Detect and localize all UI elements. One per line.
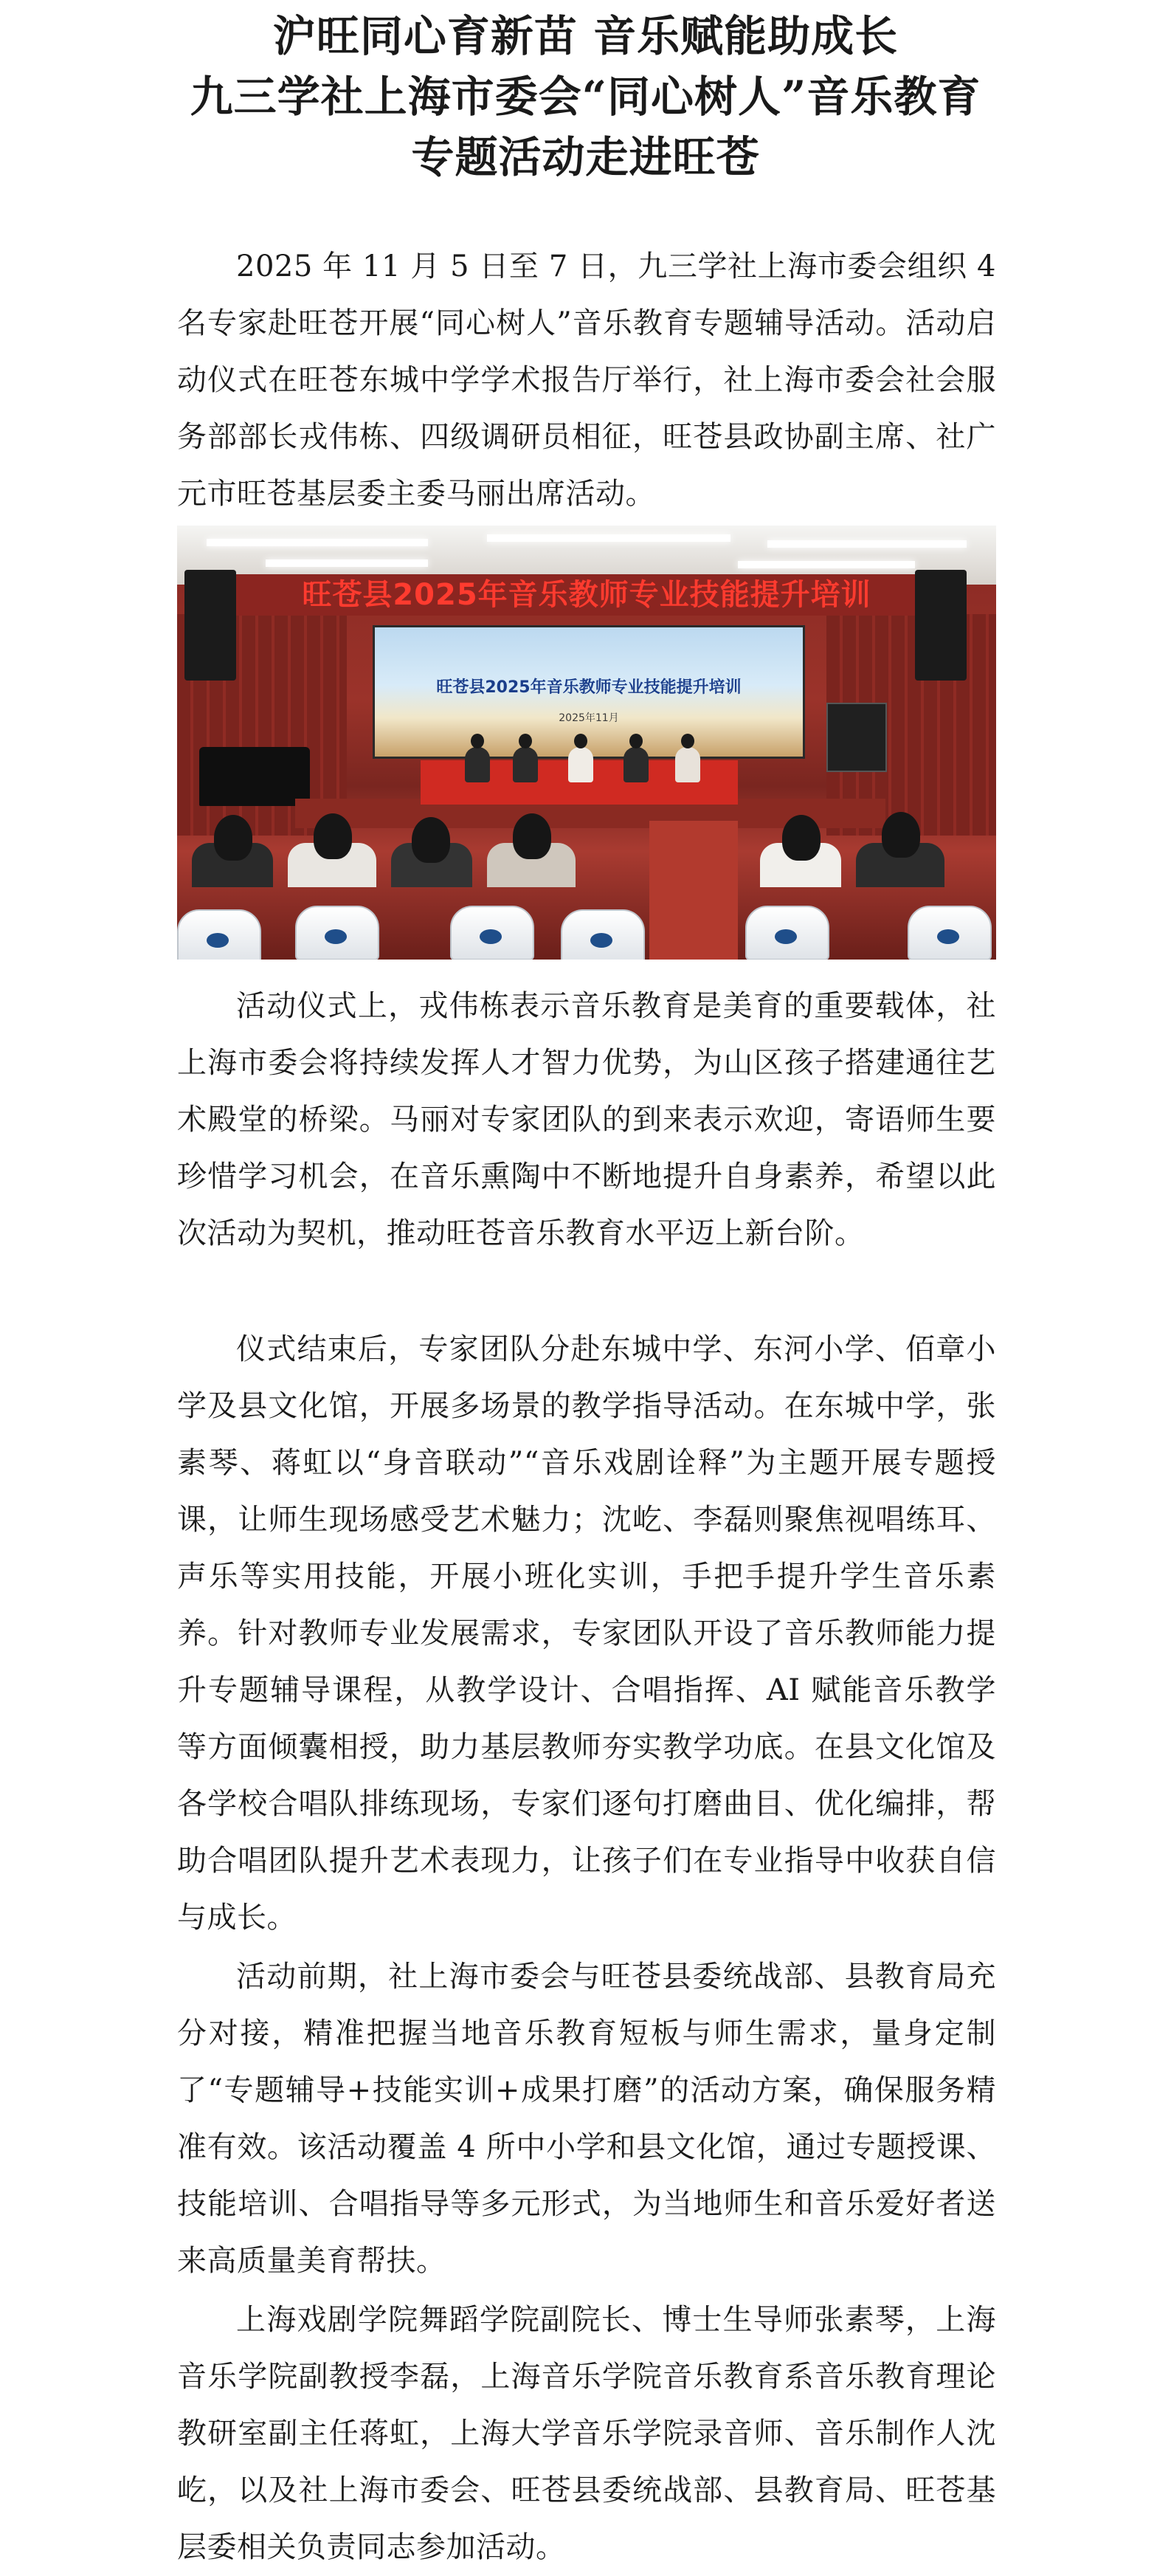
aisle — [649, 821, 738, 960]
side-tv — [826, 703, 887, 772]
event-photo — [177, 526, 996, 960]
audience-seat — [561, 909, 645, 960]
audience-seat — [745, 906, 829, 960]
audience-seat — [908, 906, 992, 960]
stage-person — [568, 747, 593, 782]
title-line-2: 九三学社上海市委会“同心树人”音乐教育 — [190, 72, 981, 122]
stage-person — [513, 747, 538, 782]
paragraph-3: 仪式结束后，专家团队分赴东城中学、东河小学、佰章小学及县文化馆，开展多场景的教学指导活动。在东城中学，张素琴、蒋虹以“身音联动”“音乐戏剧诠释”为主题开展专题授课，让师生现场感受艺术魅力；沈屹、李磊则聚焦视唱练耳、声乐等实用技能，开展小班化实训，手把手提升学生音乐素养。针对教师专业发展需求，专家团队开设了音乐教师能力提升专题辅导课程，从教学设计、合唱指挥、AI 赋能音乐教学等方面倾囊相授，助力基层教师夯实教学功底。在县文化馆及各学校合唱队排练现场，专家们逐句打磨曲目、优化编排，帮助合唱团队提升艺术表现力，让孩子们在专业指导中收获自信与成长。 — [177, 1332, 996, 1935]
speaker-left — [184, 570, 236, 681]
projection-screen — [373, 625, 805, 759]
stage-person — [624, 747, 649, 782]
title-line-3: 专题活动走进旺苍 — [411, 132, 760, 182]
stage-person — [465, 747, 490, 782]
stage-person — [675, 747, 700, 782]
audience-head — [513, 813, 551, 859]
paragraph-1: 2025 年 11 月 5 日至 7 日，九三学社上海市委会组织 4 名专家赴旺苍开展“同心树人”音乐教育专题辅导活动。活动启动仪式在旺苍东城中学学术报告厅举行，社上海市委会社会服务部部长戎伟栋、四级调研员相征，旺苍县政协副主席、社广元市旺苍基层委主委马丽出席活动。 — [177, 249, 996, 511]
paragraph-2: 活动仪式上，戎伟栋表示音乐教育是美育的重要载体，社上海市委会将持续发挥人才智力优势，为山区孩子搭建通往艺术殿堂的桥梁。马丽对专家团队的到来表示欢迎，寄语师生要珍惜学习机会，在音乐熏陶中不断地提升自身素养，希望以此次活动为契机，推动旺苍音乐教育水平迈上新台阶。 — [177, 989, 996, 1250]
audience-seat — [177, 909, 261, 960]
photo-banner: 旺苍县2025年音乐教师专业技能提升培训 — [221, 574, 952, 616]
audience-head — [314, 813, 352, 859]
title-line-1: 沪旺同心育新苗 音乐赋能助成长 — [272, 11, 899, 61]
audience-head — [782, 815, 821, 861]
piano — [199, 747, 310, 806]
audience-seat — [450, 906, 534, 960]
paragraph-5: 上海戏剧学院舞蹈学院副院长、博士生导师张素琴，上海音乐学院副教授李磊，上海音乐学院音乐教育系音乐教育理论教研室副主任蒋虹，上海大学音乐学院录音师、音乐制作人沈屹，以及社上海市委会、旺苍县委统战部、县教育局、旺苍基层委相关负责同志参加活动。 — [177, 2303, 996, 2564]
audience-head — [214, 815, 252, 861]
screen-title: 旺苍县2025年音乐教师专业技能提升培训 — [436, 678, 742, 697]
audience-head — [412, 817, 450, 863]
article-title — [148, 6, 1023, 187]
speaker-right — [915, 570, 967, 681]
screen-date: 2025年11月 — [559, 712, 619, 724]
audience-head — [882, 812, 920, 858]
audience-seat — [295, 906, 379, 960]
paragraph-4: 活动前期，社上海市委会与旺苍县委统战部、县教育局充分对接，精准把握当地音乐教育短板与师生需求，量身定制了“专题辅导+技能实训+成果打磨”的活动方案，确保服务精准有效。该活动覆盖 4 所中小学和县文化馆，通过专题授课、技能培训、合唱指导等多元形式，为当地师生和音乐爱好者送来高质量美育帮扶。 — [177, 1960, 996, 2278]
